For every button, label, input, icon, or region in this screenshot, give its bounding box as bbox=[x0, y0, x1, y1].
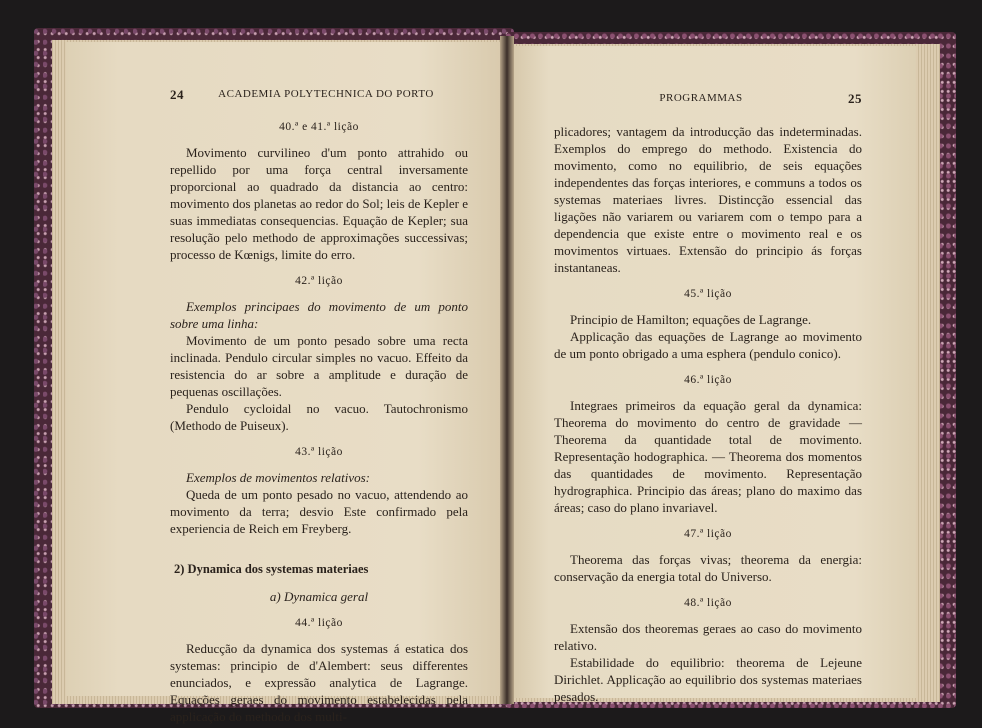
running-head: ACADEMIA POLYTECHNICA DO PORTO bbox=[218, 88, 434, 100]
continued-paragraph: plicadores; vantagem da introducção das indeterminadas. Exemplos do emprego do methodo. Existencia do movimento, como no equilibrio, de seis equações independentes das forças interiores, e communs a todos os systemas materiaes livres. Distincção essencial das ligações não variarem ou variarem com o tempo para a dependencia que existe entre o movimento real e os movimentos virtuaes. Extensão do principio ás forças instantaneas. bbox=[554, 124, 862, 275]
lesson-paragraph: Reducção da dynamica dos systemas á estatica dos systemas: principio de d'Alembert: seus differentes enunciados, e expressão analytica de Lagrange. Equações geraes do movimento estabelecidas pela applicação do methodo dos multi- bbox=[170, 641, 468, 724]
lesson-title: 48.ª lição bbox=[684, 597, 732, 609]
subsection-title: a) Dynamica geral bbox=[269, 589, 369, 604]
lesson-paragraph: Movimento de um ponto pesado sobre uma recta inclinada. Pendulo circular simples no vacuo. Effeito da resistencia do ar sobre a amplitude e duração de pequenas oscillações. bbox=[170, 333, 468, 399]
lesson-paragraph: Pendulo cycloidal no vacuo. Tautochronismo (Methodo de Puiseux). bbox=[170, 401, 468, 433]
lesson-italic-heading: Exemplos principaes do movimento de um ponto sobre uma linha: bbox=[170, 299, 468, 331]
page-number: 24 bbox=[170, 87, 184, 102]
running-head: PROGRAMMAS bbox=[659, 92, 743, 104]
lesson-title: 40.ª e 41.ª lição bbox=[279, 121, 359, 133]
left-page-header bbox=[170, 86, 468, 103]
lesson-paragraph: Integraes primeiros da equação geral da dynamica: Theorema do movimento do centro de gravidade — Theorema da quantidade total de movimento. Representação hodographica. — Theorema dos momentos das quantidades de movimento. Representação hydrographica. Principio das áreas; plano do maximo das áreas; caso do plano invariavel. bbox=[554, 398, 862, 515]
lesson-paragraph: Principio de Hamilton; equações de Lagrange. bbox=[570, 312, 812, 327]
right-page-header bbox=[554, 90, 862, 107]
lesson-title: 45.ª lição bbox=[684, 288, 732, 300]
book-gutter bbox=[500, 36, 514, 704]
lesson-title: 42.ª lição bbox=[295, 275, 343, 287]
section-title: 2) Dynamica dos systemas materiaes bbox=[174, 562, 369, 576]
page-number: 25 bbox=[848, 91, 862, 106]
left-page bbox=[66, 42, 506, 724]
right-page bbox=[508, 46, 916, 704]
lesson-italic-heading: Exemplos de movimentos relativos: bbox=[186, 470, 370, 485]
lesson-title: 47.ª lição bbox=[684, 528, 732, 540]
lesson-title: 43.ª lição bbox=[295, 446, 343, 458]
lesson-title: 46.ª lição bbox=[684, 374, 732, 386]
lesson-title: 44.ª lição bbox=[295, 617, 343, 629]
lesson-paragraph: Estabilidade do equilibrio: theorema de Lejeune Dirichlet. Applicação ao equilibrio dos systemas materiaes pesados. bbox=[554, 655, 862, 704]
lesson-paragraph: Theorema das forças vivas; theorema da energia: conservação da energia total do Universo. bbox=[554, 552, 862, 584]
lesson-paragraph: Extensão dos theoremas geraes ao caso do movimento relativo. bbox=[554, 621, 862, 653]
lesson-paragraph: Movimento curvilineo d'um ponto attrahido ou repellido por uma força central inversamente proporcional ao quadrado da distancia ao centro: movimento dos planetas ao redor do Sol; leis de Kepler e suas immediatas consequencias. Equação de Kepler; sua resolução pelo methodo de approximações successivas; processo de Kœnigs, limite do erro. bbox=[170, 145, 468, 262]
lesson-paragraph: Applicação das equações de Lagrange ao movimento de um ponto obrigado a uma esphera (pendulo conico). bbox=[554, 329, 862, 361]
lesson-paragraph: Queda de um ponto pesado no vacuo, attendendo ao movimento da terra; desvio Este confirmado pela experiencia de Reich em Freyberg. bbox=[170, 487, 468, 536]
